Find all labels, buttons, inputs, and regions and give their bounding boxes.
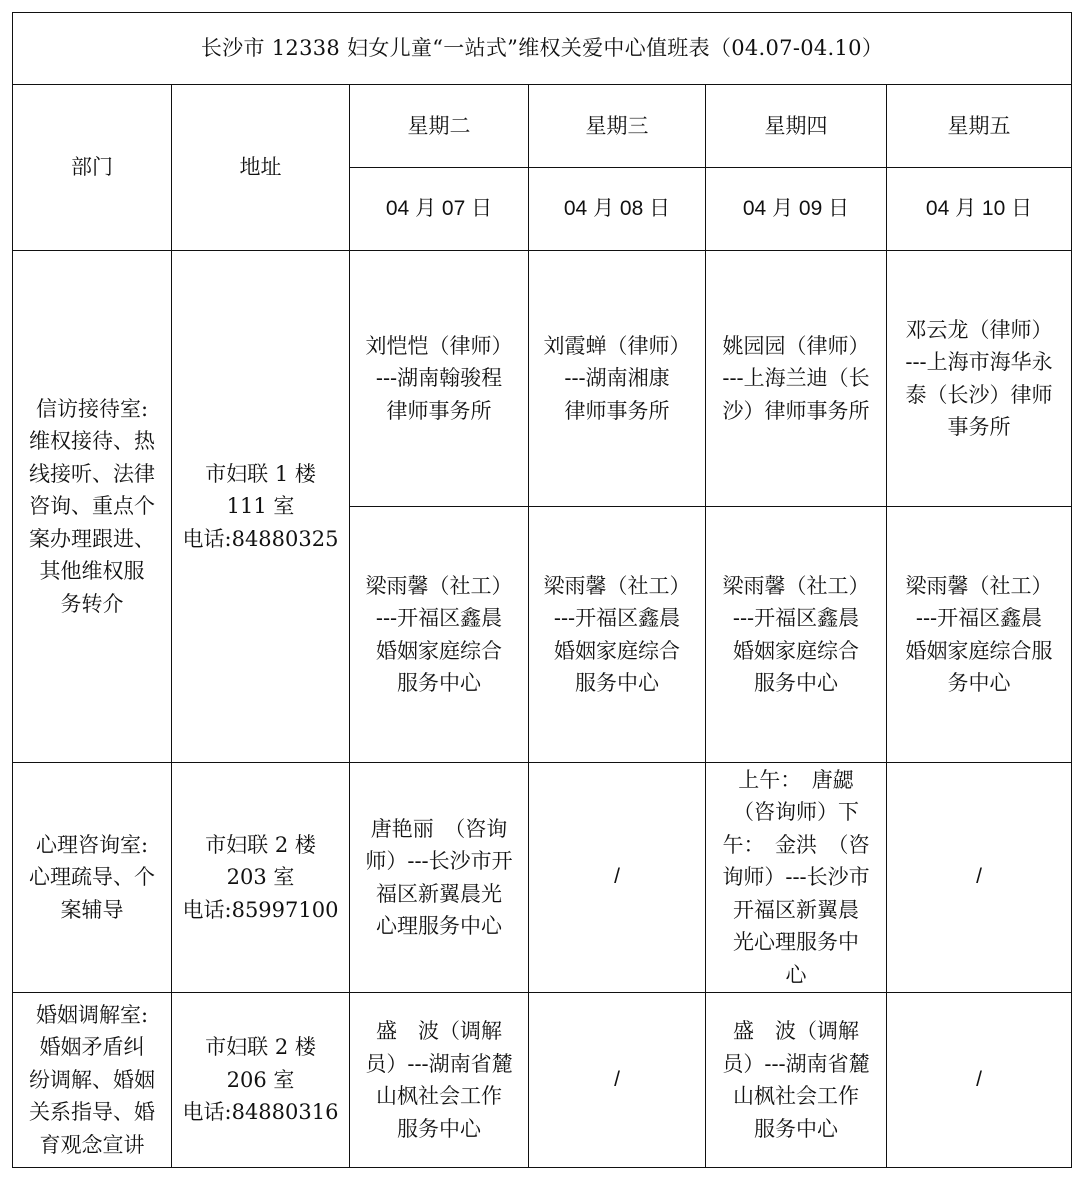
duty-cell [706, 507, 887, 763]
address-cell [172, 251, 350, 763]
weekday-header: 星期五 [887, 85, 1072, 168]
cell-text-line: （咨询师）下 [733, 800, 859, 825]
duty-cell [887, 507, 1072, 763]
cell-text-line: 案辅导 [60, 897, 124, 922]
cell-text-line: ---湖南湘康 [564, 366, 670, 391]
title-row [13, 13, 1072, 85]
cell-text-line: 山枫社会工作 [376, 1084, 502, 1108]
address-header: 地址 [172, 85, 350, 251]
cell-text-line: 纷调解、婚姻 [29, 1067, 155, 1092]
cell-text-line: 午： 金洪 （咨 [722, 832, 870, 857]
duty-cell [350, 507, 529, 763]
cell-text-line: 心理疏导、个 [29, 865, 155, 890]
cell-text-line: 盛 波（调解 [733, 1019, 859, 1043]
cell-text-line: 其他维权服 [39, 559, 145, 584]
cell-text-line: 服务中心 [397, 1116, 481, 1141]
cell-text-line: 市妇联 1 楼 [205, 461, 316, 486]
department-cell [13, 251, 172, 763]
cell-text-line: ---开福区鑫晨 [375, 606, 503, 630]
cell-text-line: 沙）律师事务所 [722, 398, 870, 423]
cell-text-line: / [976, 1067, 982, 1091]
cell-text-line: 206 室 [226, 1067, 295, 1092]
cell-text-line: ---湖南翰骏程 [375, 366, 503, 391]
cell-text-line: 律师事务所 [386, 398, 492, 423]
weekday-header: 星期三 [529, 85, 706, 168]
cell-text-line: 梁雨馨（社工） [365, 573, 513, 598]
cell-text-line: 律师事务所 [564, 398, 670, 423]
date-header: 04 月 07 日 [350, 168, 529, 251]
date-header: 04 月 10 日 [887, 168, 1072, 251]
duty-cell [706, 993, 887, 1168]
cell-text-line: 心理服务中心 [376, 914, 502, 938]
duty-cell [350, 251, 529, 507]
cell-text-line: 服务中心 [397, 671, 481, 695]
cell-text-line: 婚姻矛盾纠 [39, 1035, 145, 1060]
cell-text-line: 唐艳丽 （咨询 [370, 816, 508, 841]
duty-cell [529, 993, 706, 1168]
cell-text-line: 盛 波（调解 [376, 1019, 502, 1043]
cell-text-line: 泰（长沙）律师 [905, 382, 1053, 407]
cell-text-line: 心 [785, 962, 807, 987]
counseling-row [13, 763, 1072, 993]
address-cell [172, 993, 350, 1168]
cell-text-line: / [614, 865, 620, 889]
cell-text-line: ---上海兰迪（长 [722, 366, 870, 391]
cell-text-line: 市妇联 2 楼 [205, 1035, 316, 1060]
mediation-row [13, 993, 1072, 1168]
cell-text-line: 梁雨馨（社工） [905, 573, 1053, 598]
department-cell [13, 763, 172, 993]
duty-cell [887, 993, 1072, 1168]
duty-cell [350, 763, 529, 993]
weekday-header: 星期四 [706, 85, 887, 168]
cell-text-line: 关系指导、婚 [29, 1100, 155, 1125]
cell-text-line: 开福区新翼晨 [733, 897, 859, 922]
cell-text-line: / [614, 1067, 620, 1091]
cell-text-line: 婚姻家庭综合 [733, 638, 859, 663]
cell-text-line: / [976, 865, 982, 889]
cell-text-line: 线接听、法律 [29, 461, 155, 486]
duty-cell [887, 251, 1072, 507]
cell-text-line: ---上海市海华永 [905, 350, 1053, 374]
duty-cell [706, 251, 887, 507]
cell-text-line: 婚姻家庭综合 [554, 638, 680, 663]
cell-text-line: 梁雨馨（社工） [722, 573, 870, 598]
cell-text-line: 师）---长沙市开 [365, 849, 513, 873]
roster-title: 长沙市 12338 妇女儿童“一站式”维权关爱中心值班表（04.07-04.10） [13, 13, 1072, 85]
cell-text-line: 员）---湖南省麓 [722, 1051, 870, 1076]
duty-cell [350, 993, 529, 1168]
duty-cell [706, 763, 887, 993]
duty-cell [529, 251, 706, 507]
date-header: 04 月 09 日 [706, 168, 887, 251]
cell-text-line: 服务中心 [575, 671, 659, 695]
duty-cell [529, 763, 706, 993]
department-cell [13, 993, 172, 1168]
cell-text-line: ---开福区鑫晨 [553, 606, 681, 630]
cell-text-line: ---开福区鑫晨 [732, 606, 860, 630]
cell-text-line: 电话:84880325 [182, 526, 339, 551]
cell-text-line: 203 室 [226, 865, 295, 890]
cell-text-line: 信访接待室: [35, 396, 149, 421]
weekday-header: 星期二 [350, 85, 529, 168]
weekday-header-row [13, 85, 1072, 168]
cell-text-line: 电话:84880316 [182, 1100, 339, 1125]
date-header: 04 月 08 日 [529, 168, 706, 251]
cell-text-line: 员）---湖南省麓 [365, 1051, 513, 1076]
cell-text-line: 姚园园（律师） [722, 333, 870, 358]
cell-text-line: 询师）---长沙市 [722, 865, 870, 890]
address-cell [172, 763, 350, 993]
cell-text-line: 心理咨询室: [35, 832, 149, 857]
cell-text-line: 务转介 [60, 591, 124, 616]
cell-text-line: 服务中心 [754, 671, 838, 695]
cell-text-line: 服务中心 [754, 1116, 838, 1141]
cell-text-line: 务中心 [947, 671, 1011, 695]
cell-text-line: 福区新翼晨光 [376, 881, 502, 906]
cell-text-line: ---开福区鑫晨 [915, 606, 1043, 630]
cell-text-line: 育观念宣讲 [39, 1132, 145, 1157]
cell-text-line: 梁雨馨（社工） [543, 573, 691, 598]
cell-text-line: 刘恺恺（律师） [365, 333, 513, 358]
cell-text-line: 电话:85997100 [182, 897, 339, 922]
cell-text-line: 事务所 [947, 415, 1011, 439]
cell-text-line: 咨询、重点个 [29, 494, 155, 519]
duty-cell [529, 507, 706, 763]
cell-text-line: 上午： 唐勰 [738, 767, 854, 792]
cell-text-line: 111 室 [226, 494, 295, 519]
cell-text-line: 刘霞蝉（律师） [543, 333, 691, 358]
cell-text-line: 光心理服务中 [733, 930, 859, 955]
cell-text-line: 婚姻家庭综合 [376, 638, 502, 663]
cell-text-line: 山枫社会工作 [733, 1084, 859, 1108]
department-header: 部门 [13, 85, 172, 251]
petition-lawyer-row [13, 251, 1072, 507]
cell-text-line: 婚姻调解室: [35, 1002, 149, 1027]
duty-roster-table [12, 12, 1072, 1168]
cell-text-line: 邓云龙（律师） [905, 317, 1053, 342]
cell-text-line: 维权接待、热 [29, 429, 155, 454]
cell-text-line: 案办理跟进、 [29, 526, 155, 551]
cell-text-line: 市妇联 2 楼 [205, 832, 316, 857]
cell-text-line: 婚姻家庭综合服 [905, 638, 1053, 663]
duty-cell [887, 763, 1072, 993]
